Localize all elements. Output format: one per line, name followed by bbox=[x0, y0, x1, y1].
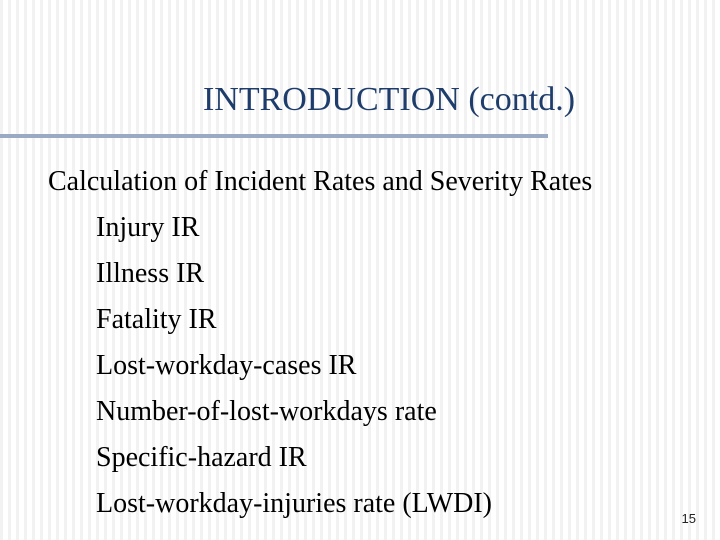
list-item: Number-of-lost-workdays rate bbox=[96, 396, 437, 427]
list-item: Fatality IR bbox=[96, 304, 217, 335]
body-heading: Calculation of Incident Rates and Severity Rates bbox=[48, 166, 593, 197]
rate-list bbox=[96, 208, 492, 530]
list-item: Illness IR bbox=[96, 258, 205, 289]
slide-title: INTRODUCTION (contd.) bbox=[202, 81, 576, 118]
title-underline-rule bbox=[0, 134, 548, 138]
list-item: Specific-hazard IR bbox=[96, 442, 307, 473]
page-number: 15 bbox=[681, 511, 696, 526]
list-item: Injury IR bbox=[96, 212, 200, 243]
list-item: Lost-workday-cases IR bbox=[96, 350, 357, 381]
list-item: Lost-workday-injuries rate (LWDI) bbox=[96, 488, 492, 519]
